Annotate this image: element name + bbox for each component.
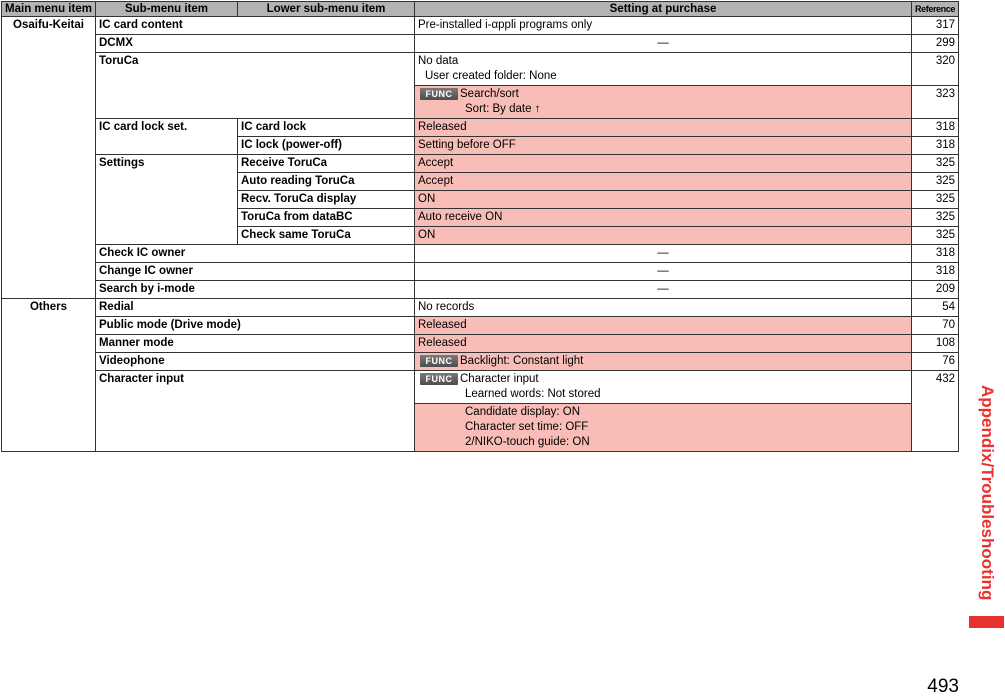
setting-ic-card-content: Pre-installed i-αppli programs only	[415, 17, 912, 35]
lower-menu-auto-reading: Auto reading ToruCa	[238, 173, 415, 191]
setting-line: Backlight: Constant light	[460, 355, 584, 367]
sub-menu-search-imode: Search by i-mode	[96, 281, 415, 299]
setting-manner-mode: Released	[415, 335, 912, 353]
ref-toruca-data: 320	[912, 53, 959, 86]
side-tab-label: Appendix/Troubleshooting	[978, 385, 997, 601]
ref-change-ic-owner: 318	[912, 263, 959, 281]
table-header-row	[2, 2, 959, 17]
func-key-icon: FUNC	[420, 88, 458, 100]
header-main-menu: Main menu item	[2, 2, 96, 17]
setting-recv-display: ON	[415, 191, 912, 209]
setting-check-same: ON	[415, 227, 912, 245]
ref-dcmx: 299	[912, 35, 959, 53]
setting-line: Search/sort	[460, 88, 519, 100]
sub-menu-character-input: Character input	[96, 371, 415, 452]
setting-character-input-b	[415, 404, 912, 452]
ref-videophone: 76	[912, 353, 959, 371]
setting-line: User created folder: None	[425, 70, 557, 82]
ref-public-mode: 70	[912, 317, 959, 335]
sub-menu-change-ic-owner: Change IC owner	[96, 263, 415, 281]
setting-line: 2/NIKO-touch guide: ON	[465, 436, 590, 448]
sub-menu-ic-card-lock: IC card lock set.	[96, 119, 238, 155]
setting-toruca-search	[415, 86, 912, 119]
setting-line: Character input	[460, 373, 539, 385]
setting-toruca-data	[415, 53, 912, 86]
lower-menu-receive-toruca: Receive ToruCa	[238, 155, 415, 173]
setting-receive-toruca: Accept	[415, 155, 912, 173]
ref-receive-toruca: 325	[912, 155, 959, 173]
table-row	[2, 335, 959, 353]
sub-menu-redial: Redial	[96, 299, 415, 317]
ref-search-imode: 209	[912, 281, 959, 299]
table-row	[2, 353, 959, 371]
ref-ic-card-content: 317	[912, 17, 959, 35]
setting-line: Candidate display: ON	[465, 406, 581, 418]
setting-line: Character set time: OFF	[465, 421, 589, 433]
sub-menu-check-ic-owner: Check IC owner	[96, 245, 415, 263]
settings-table	[1, 1, 959, 452]
setting-auto-reading: Accept	[415, 173, 912, 191]
ref-manner-mode: 108	[912, 335, 959, 353]
lower-menu-toruca-databc: ToruCa from dataBC	[238, 209, 415, 227]
sub-menu-videophone: Videophone	[96, 353, 415, 371]
setting-line: No data	[418, 55, 459, 67]
main-menu-osaifu: Osaifu-Keitai	[2, 17, 96, 299]
table-row	[2, 299, 959, 317]
lower-menu-ic-card-lock: IC card lock	[238, 119, 415, 137]
header-reference: Reference	[912, 2, 959, 17]
table-row	[2, 53, 959, 86]
setting-change-ic-owner: —	[415, 263, 912, 281]
setting-ic-lock-power-off: Setting before OFF	[415, 137, 912, 155]
setting-line: Learned words: Not stored	[465, 388, 601, 400]
ref-redial: 54	[912, 299, 959, 317]
setting-character-input-a	[415, 371, 912, 404]
header-lower-sub-menu: Lower sub-menu item	[238, 2, 415, 17]
ref-auto-reading: 325	[912, 173, 959, 191]
table-row	[2, 263, 959, 281]
setting-videophone	[415, 353, 912, 371]
table-row	[2, 35, 959, 53]
ref-check-ic-owner: 318	[912, 245, 959, 263]
header-sub-menu: Sub-menu item	[96, 2, 238, 17]
ref-character-input: 432	[912, 371, 959, 452]
func-key-icon: FUNC	[420, 355, 458, 367]
ref-recv-display: 325	[912, 191, 959, 209]
ref-check-same: 325	[912, 227, 959, 245]
sub-menu-toruca: ToruCa	[96, 53, 415, 119]
header-setting: Setting at purchase	[415, 2, 912, 17]
sub-menu-public-mode: Public mode (Drive mode)	[96, 317, 415, 335]
ref-ic-lock-power-off: 318	[912, 137, 959, 155]
table-row	[2, 371, 959, 404]
table-row	[2, 17, 959, 35]
setting-ic-card-lock: Released	[415, 119, 912, 137]
setting-check-ic-owner: —	[415, 245, 912, 263]
setting-redial: No records	[415, 299, 912, 317]
sub-menu-dcmx: DCMX	[96, 35, 415, 53]
setting-public-mode: Released	[415, 317, 912, 335]
ref-toruca-databc: 325	[912, 209, 959, 227]
table-row	[2, 245, 959, 263]
main-menu-others: Others	[2, 299, 96, 452]
setting-dcmx: —	[415, 35, 912, 53]
sub-menu-ic-card-content: IC card content	[96, 17, 415, 35]
sub-menu-manner-mode: Manner mode	[96, 335, 415, 353]
setting-search-imode: —	[415, 281, 912, 299]
func-key-icon: FUNC	[420, 373, 458, 385]
setting-line: Sort: By date ↑	[465, 103, 541, 115]
sub-menu-settings: Settings	[96, 155, 238, 245]
table-row	[2, 317, 959, 335]
lower-menu-ic-lock-power-off: IC lock (power-off)	[238, 137, 415, 155]
page-number: 493	[927, 676, 959, 697]
side-tab-marker	[969, 616, 1004, 628]
table-row	[2, 155, 959, 173]
table-row	[2, 281, 959, 299]
lower-menu-recv-display: Recv. ToruCa display	[238, 191, 415, 209]
ref-toruca-search: 323	[912, 86, 959, 119]
lower-menu-check-same: Check same ToruCa	[238, 227, 415, 245]
ref-ic-card-lock: 318	[912, 119, 959, 137]
setting-toruca-databc: Auto receive ON	[415, 209, 912, 227]
side-tab-appendix	[969, 378, 1005, 608]
table-row	[2, 119, 959, 137]
